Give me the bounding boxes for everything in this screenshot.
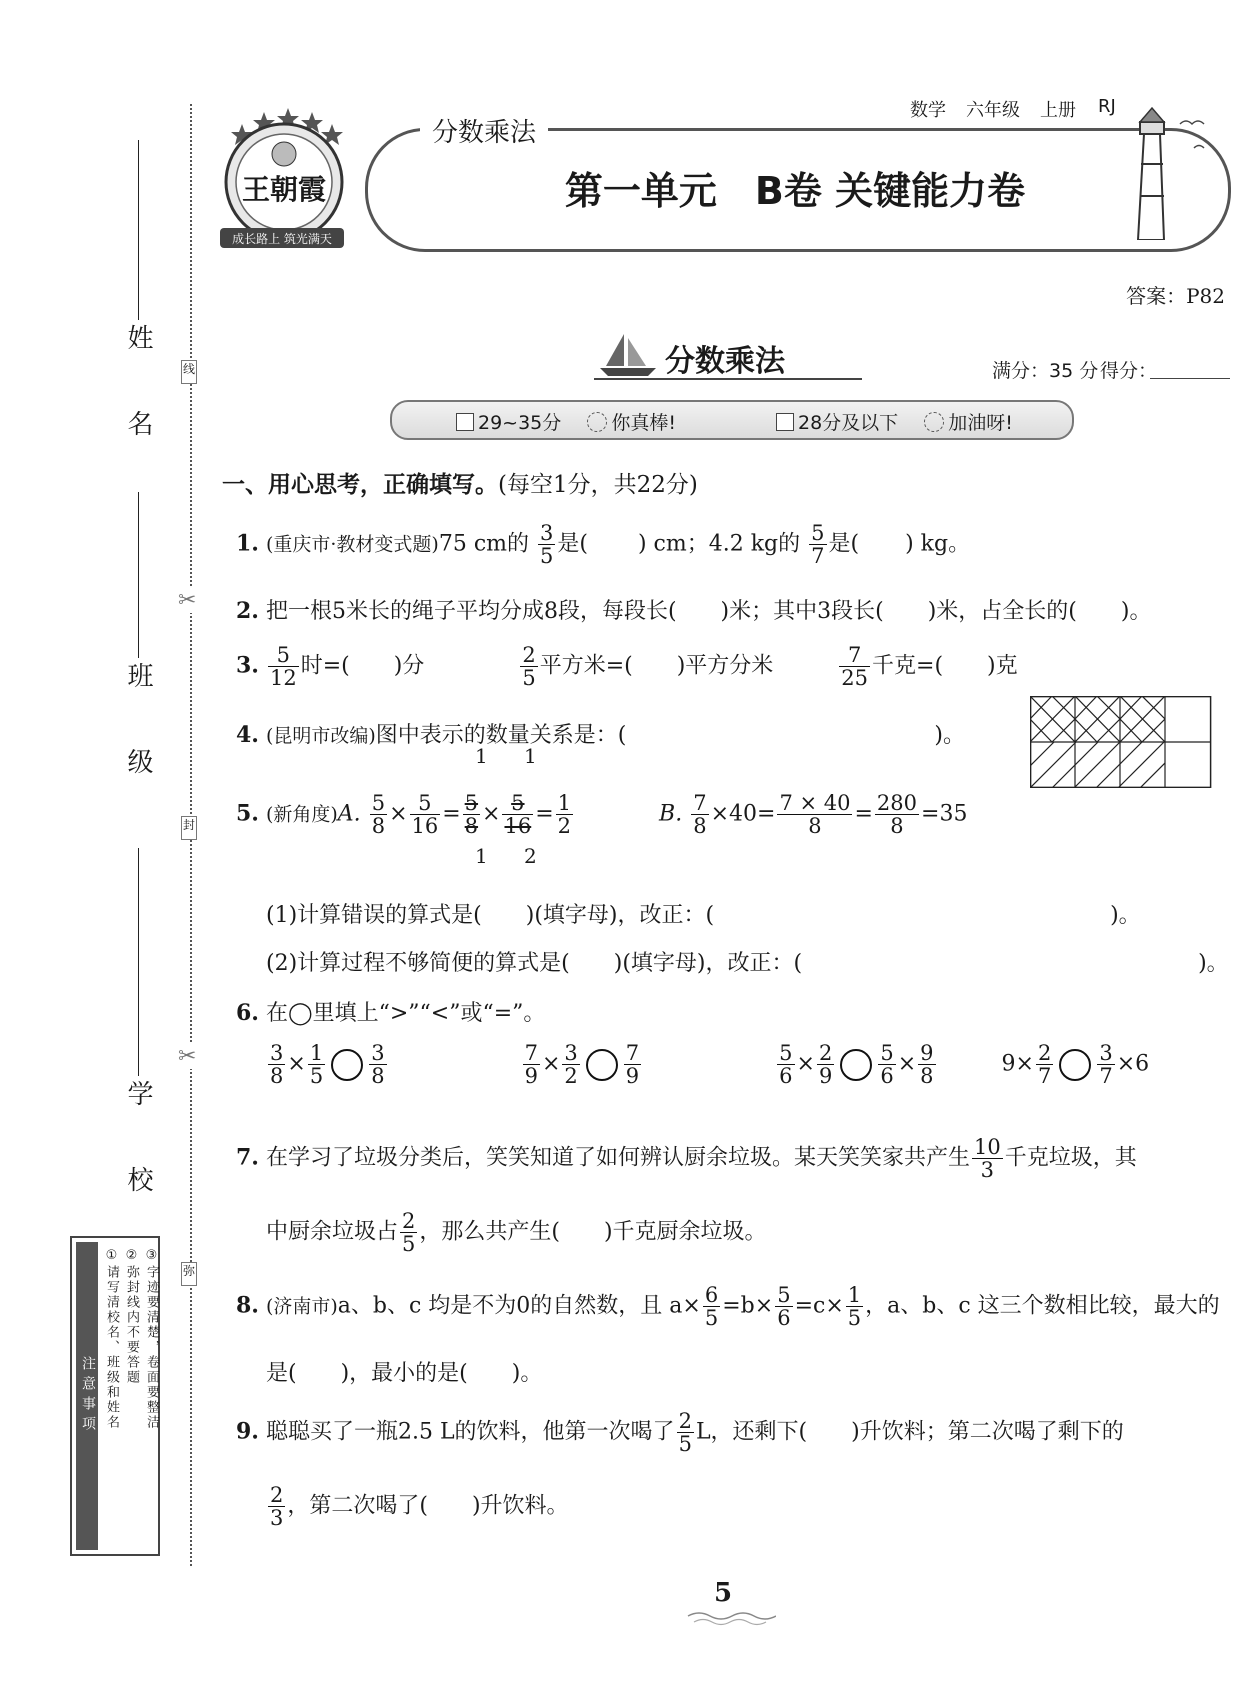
question-text: ，第二次喝了( )升饮料。: [287, 1493, 569, 1519]
notes-box: [70, 1236, 160, 1556]
question-text: 6.: [236, 1000, 259, 1026]
fraction: [538, 522, 555, 567]
fraction-part: 3: [564, 1041, 578, 1065]
cut-label-3: 弥: [181, 1262, 197, 1286]
fraction: [268, 1484, 285, 1529]
fraction-part: 2: [818, 1041, 833, 1065]
question-4: [236, 718, 965, 749]
checkbox[interactable]: [776, 413, 794, 431]
question-text: 平方米=( )平方分米: [539, 653, 774, 679]
rating-low-range: 28分及以下: [798, 412, 899, 434]
question-text: ×: [287, 1051, 306, 1077]
question-text: 35: [939, 801, 968, 827]
fraction: [370, 792, 387, 837]
question-9-line2: [266, 1484, 569, 1529]
question-text: ×: [482, 801, 501, 827]
fraction: [562, 1042, 579, 1087]
fraction-part: 5: [540, 544, 554, 569]
fraction-part: 5: [402, 1232, 416, 1257]
fraction-part: 5: [847, 1306, 862, 1331]
fraction-part: 12: [269, 666, 297, 691]
wave-icon: [686, 1610, 776, 1630]
question-text: 千克=( )克: [872, 653, 1018, 679]
fraction-part: 5: [811, 521, 825, 545]
fraction-part: 3: [540, 521, 554, 545]
class-line[interactable]: [138, 492, 139, 658]
question-text: 千克垃圾，其: [1004, 1145, 1137, 1171]
note-item: ①请写清校名、班级和姓名: [104, 1248, 119, 1430]
question-text: a、b、c 均是不为0的自然数，且 a×: [337, 1293, 701, 1319]
fraction: [369, 1042, 386, 1087]
fraction-part: 8: [371, 814, 386, 839]
question-5-sub2: (2)计算过程不够简便的算式是( )(填字母)，改正：( )。: [266, 951, 1229, 976]
answer-reference: 答案：P82: [1126, 284, 1225, 308]
question-text: =: [921, 801, 940, 827]
fraction-part: 5: [268, 644, 299, 667]
fraction: [268, 644, 299, 689]
fraction: [846, 1284, 863, 1329]
fraction: [918, 1042, 935, 1087]
question-text: A.: [337, 801, 361, 827]
question-text: =: [442, 801, 461, 827]
fraction-part: 2: [564, 1064, 578, 1089]
question-text: 聪聪买了一瓶2.5 L的饮料，他第一次喝了: [265, 1419, 675, 1445]
fraction: [777, 792, 852, 837]
compare-circle[interactable]: [586, 1049, 618, 1081]
question-text: 中厨余垃圾占: [266, 1219, 399, 1245]
fraction-part: 2: [270, 1483, 284, 1507]
question-text: =: [854, 801, 873, 827]
fraction-part: 7: [1099, 1064, 1113, 1089]
fraction-part: 7 × 40: [779, 791, 851, 815]
fraction-part: 6: [777, 1306, 791, 1331]
fraction-part: 6: [779, 1064, 793, 1089]
question-text: (新角度): [265, 803, 338, 826]
fraction: [875, 792, 919, 837]
topic-tag: 分数乘法: [420, 112, 548, 149]
fraction: [624, 1042, 641, 1087]
cancel-bottom-2: 2: [524, 844, 537, 868]
cancel-top-2: 1: [524, 744, 537, 768]
question-text: 4.: [236, 722, 259, 748]
fraction-part: 5: [464, 791, 479, 815]
school-line[interactable]: [138, 848, 139, 1076]
fraction: [308, 1042, 325, 1087]
fraction-part: 8: [920, 1064, 934, 1089]
rating-high: [456, 408, 676, 435]
fraction: [556, 792, 573, 837]
question-text: 9: [1001, 1051, 1016, 1077]
fraction: [400, 1210, 417, 1255]
compare-circle[interactable]: [331, 1049, 363, 1081]
question-text: ，那么共产生( )千克厨余垃圾。: [419, 1219, 767, 1245]
logo-text: 王朝霞: [241, 173, 326, 206]
fraction: [809, 522, 826, 567]
fraction-part: 2: [557, 814, 572, 839]
fraction-part: 8: [693, 814, 707, 839]
fraction-part: 5: [410, 792, 441, 815]
note-item: ③字迹要清楚，卷面要整洁: [144, 1248, 159, 1430]
question-text: B.: [659, 801, 683, 827]
fraction-part: 9: [524, 1064, 538, 1089]
question-text: 9.: [236, 1418, 259, 1445]
scissors-icon: ✂: [178, 588, 197, 613]
fraction-part: 7: [1037, 1064, 1052, 1089]
question-text: (昆明市改编): [265, 725, 376, 747]
fraction-part: 5: [704, 1306, 719, 1331]
cut-label-2: 封: [181, 816, 197, 840]
question-7: [236, 1136, 1137, 1181]
question-text: =: [757, 801, 776, 827]
fraction-part: 16: [504, 814, 532, 839]
question-9: [236, 1410, 1124, 1455]
lighthouse-icon: [1124, 104, 1214, 240]
question-1: [236, 522, 970, 567]
question-text: 8.: [236, 1292, 259, 1319]
question-8-line2: 是( )，最小的是( )。: [266, 1361, 543, 1386]
compare-circle[interactable]: [1059, 1049, 1091, 1081]
fraction-part: 5: [779, 1041, 793, 1065]
fraction-part: 9: [818, 1064, 833, 1089]
fraction-part: 7: [524, 1041, 538, 1065]
fraction-part: 10: [973, 1135, 1001, 1159]
fraction-part: 3: [270, 1506, 284, 1531]
question-text: 在◯里填上“>”“<”或“=”。: [265, 1001, 546, 1026]
question-text: 图中表示的数量关系是：( )。: [375, 723, 965, 748]
compare-circle[interactable]: [840, 1049, 872, 1081]
grid-figure: [1030, 696, 1212, 792]
question-text: =b×: [722, 1293, 774, 1319]
name-line[interactable]: [138, 140, 139, 320]
question-text: 一、用心思考，正确填写。: [222, 472, 498, 498]
fraction-part: 8: [808, 814, 822, 839]
fraction-part: 8: [890, 814, 904, 839]
score-label: 得分：: [1100, 360, 1158, 382]
question-text: ×: [710, 801, 730, 827]
question-text: 3.: [236, 652, 259, 679]
checkbox[interactable]: [456, 413, 474, 431]
fraction-part: 5: [678, 1432, 692, 1457]
fraction-part: 1: [847, 1283, 862, 1307]
fraction-part: 3: [1099, 1041, 1113, 1065]
fraction-part: 6: [704, 1283, 719, 1307]
fraction-part: 280: [876, 791, 918, 815]
question-text: ) kg。: [905, 531, 971, 557]
question-text: ×: [1015, 1051, 1034, 1077]
fraction-part: 7: [693, 791, 707, 815]
score-field[interactable]: [1150, 378, 1230, 379]
fraction-part: 9: [920, 1041, 934, 1065]
question-text: L，还剩下( )升饮料；第二次喝了剩下的: [695, 1419, 1124, 1445]
part-heading: [222, 466, 698, 499]
subject-label: 数学: [910, 100, 946, 121]
fraction-part: 3: [371, 1041, 385, 1065]
question-7-line2: [266, 1210, 767, 1255]
rating-low-text: 加油呀!: [948, 412, 1013, 434]
question-text: 在学习了垃圾分类后，笑笑知道了如何辨认厨余垃圾。某天笑笑家共产生: [265, 1145, 970, 1171]
fraction-part: 1: [309, 1041, 324, 1065]
fraction-part: 8: [371, 1064, 385, 1089]
fraction: [703, 1284, 720, 1329]
fraction-part: 2: [522, 643, 536, 667]
question-text: ×: [1116, 1051, 1136, 1077]
cancelled-fraction: [502, 792, 533, 837]
name-label: 姓 名: [123, 324, 153, 463]
fraction-part: 5: [880, 1041, 894, 1065]
fraction-part: 7: [625, 1041, 640, 1065]
fraction-part: 3: [270, 1041, 284, 1065]
grade-label: 六年级: [966, 100, 1020, 121]
question-5: [236, 792, 967, 837]
question-text: 是(: [557, 531, 588, 557]
fraction-part: 3: [980, 1158, 995, 1183]
fraction-part: 5: [777, 1283, 791, 1307]
notes-title: 注意事项: [76, 1242, 98, 1550]
full-score: 满分：35 分: [992, 360, 1099, 382]
fraction: [1036, 1042, 1053, 1087]
question-text: ×: [389, 801, 408, 827]
question-6-comparisons: [266, 1042, 1149, 1087]
page-number: 5: [714, 1578, 733, 1608]
brand-logo: [212, 102, 352, 252]
class-label: 班 级: [123, 662, 153, 801]
question-text: 2.: [236, 598, 259, 624]
question-text: ×: [796, 1051, 815, 1077]
question-2: [236, 594, 1151, 625]
fraction-part: 16: [411, 814, 439, 839]
fraction-part: 25: [841, 666, 869, 691]
fraction: [523, 1042, 540, 1087]
fraction: [775, 1284, 792, 1329]
fraction: [268, 1042, 285, 1087]
smile-icon: [924, 412, 944, 432]
question-text: 5.: [236, 800, 259, 827]
cut-label-1: 线: [181, 360, 197, 384]
scissors-icon: ✂: [178, 1044, 197, 1069]
question-text: 7.: [236, 1144, 259, 1171]
question-text: 是(: [828, 531, 860, 557]
question-text: 75 cm的: [438, 531, 530, 557]
question-text: 1.: [236, 530, 259, 557]
fraction: [972, 1136, 1003, 1181]
question-text: ×: [541, 1051, 561, 1077]
question-text: (济南市): [265, 1295, 338, 1318]
logo-motto: 成长路上 筑光满天: [232, 232, 332, 246]
fraction-part: 2: [678, 1409, 692, 1433]
volume-label: 上册: [1040, 100, 1076, 121]
fraction: [777, 1042, 794, 1087]
question-text: ，a、b、c 这三个数相比较，最大的: [865, 1293, 1220, 1319]
question-text: 6: [1135, 1051, 1150, 1077]
fraction-part: 1: [557, 791, 572, 815]
edition-label: RJ: [1098, 96, 1116, 117]
fraction-part: 6: [880, 1064, 894, 1089]
cancel-top-1: 1: [475, 744, 488, 768]
section-title: 分数乘法: [665, 344, 785, 379]
fraction-part: 5: [371, 791, 386, 815]
fraction-part: 5: [522, 666, 536, 691]
question-text: =: [535, 801, 554, 827]
page-title: 第一单元 B卷 关键能力卷: [564, 169, 1026, 213]
rating-high-range: 29~35分: [478, 412, 562, 434]
question-3: [236, 644, 1018, 689]
fraction: [520, 644, 537, 689]
rating-high-text: 你真棒!: [611, 412, 676, 434]
question-text: 时=( )分: [300, 653, 425, 679]
question-text: =c×: [794, 1293, 844, 1319]
cancel-bottom-1: 1: [475, 844, 488, 868]
question-text: (每空1分，共22分): [498, 472, 698, 498]
question-5-sub1: (1)计算错误的算式是( )(填字母)，改正：( )。: [266, 903, 1141, 928]
fraction: [691, 792, 708, 837]
fraction: [817, 1042, 834, 1087]
smile-icon: [587, 412, 607, 432]
fraction-part: 7: [811, 544, 825, 569]
rating-low: [776, 408, 1013, 435]
question-8: [236, 1284, 1220, 1329]
question-text: ) cm；4.2 kg的: [637, 531, 801, 557]
question-text: 40: [729, 801, 758, 827]
fraction-part: 2: [1037, 1041, 1052, 1065]
fraction-part: 8: [464, 814, 479, 839]
fraction: [410, 792, 441, 837]
fraction: [839, 644, 870, 689]
question-6: [236, 996, 545, 1027]
fraction-part: 9: [625, 1064, 640, 1089]
sailboat-icon: [594, 330, 664, 380]
fraction: [1097, 1042, 1114, 1087]
fraction: [677, 1410, 694, 1455]
cancelled-fraction: [463, 792, 480, 837]
question-text: 把一根5米长的绳子平均分成8段，每段长( )米；其中3段长( )米，占全长的( )。: [265, 599, 1152, 624]
fraction: [878, 1042, 895, 1087]
question-text: (重庆市·教材变式题): [265, 533, 439, 556]
rating-bar: [390, 400, 1074, 440]
question-text: ×: [897, 1051, 917, 1077]
fraction-part: 5: [309, 1064, 324, 1089]
fraction-part: 7: [839, 644, 870, 667]
fraction-part: 8: [270, 1064, 284, 1089]
school-label: 学 校: [123, 1080, 153, 1219]
note-item: ②弥封线内不要答题: [124, 1248, 139, 1385]
fraction-part: 5: [502, 792, 533, 815]
fraction-part: 2: [402, 1209, 416, 1233]
